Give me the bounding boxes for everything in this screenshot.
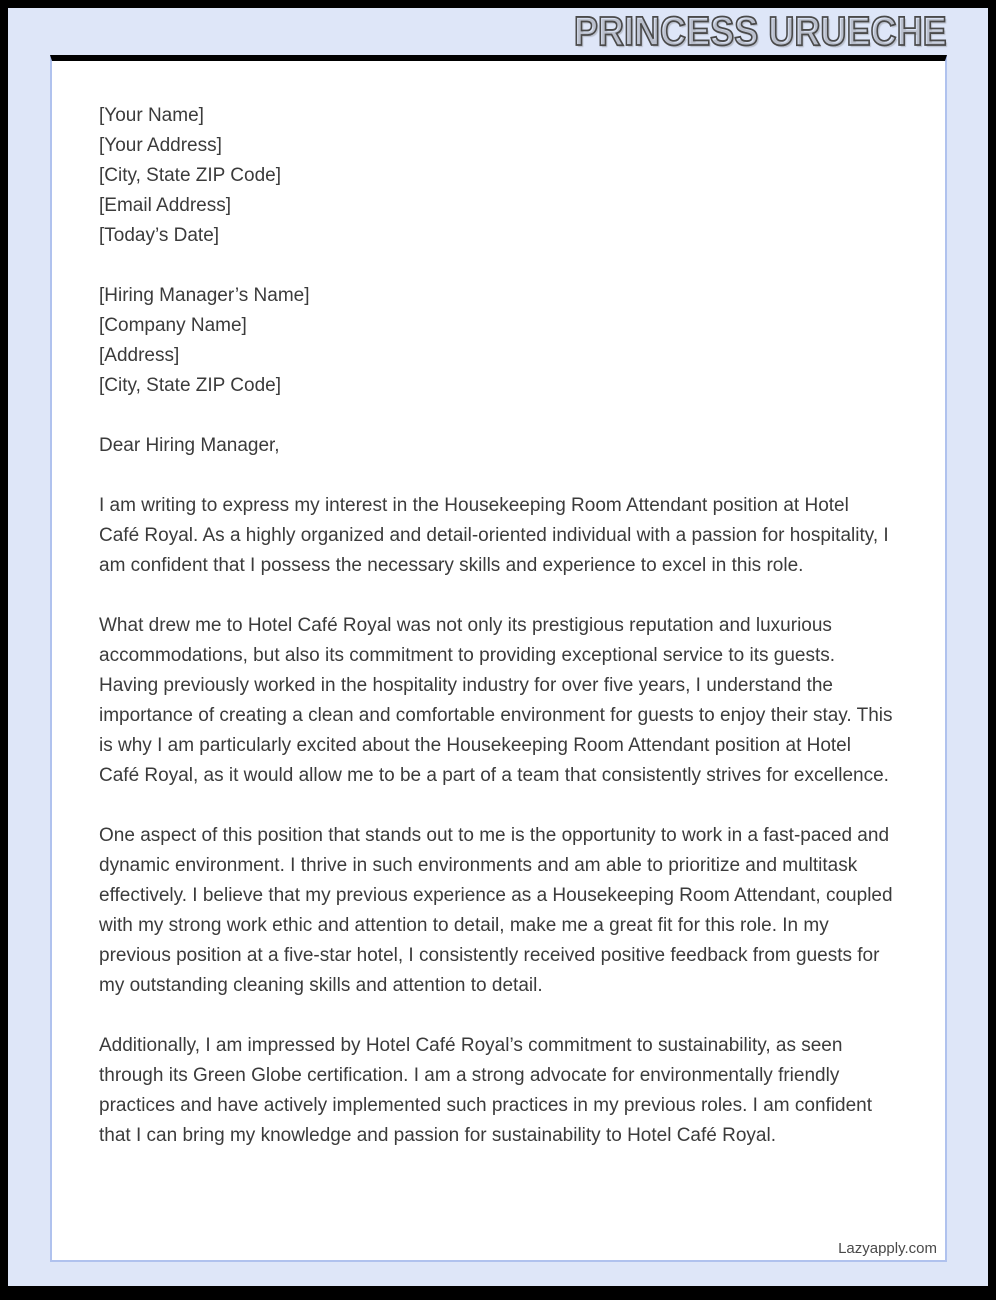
sender-date-line: [Today’s Date]	[99, 225, 220, 246]
recipient-name-line: [Hiring Manager’s Name]	[99, 285, 310, 306]
watermark-lazyapply: Lazyapply.com	[838, 1240, 937, 1257]
recipient-address-block	[99, 281, 893, 401]
letter-paragraph: One aspect of this position that stands out to me is the opportunity to work in a fast-paced and dynamic environment. I thrive in such environments and am able to prioritize and multitask effectively. I believe that my previous experience as a Housekeeping Room Attendant, coupled with my strong work ethic and attention to detail, make me a great fit for this role. In my previous position at a five-star hotel, I consistently received positive feedback from guests for my outstanding cleaning skills and attention to detail.	[99, 825, 893, 996]
sender-name-line: [Your Name]	[99, 105, 204, 126]
letter-paragraph: Additionally, I am impressed by Hotel Café Royal’s commitment to sustainability, as seen through its Green Globe certification. I am a strong advocate for environmentally friendly practices and have actively implemented such practices in my previous roles. I am confident that I can bring my knowledge and passion for sustainability to Hotel Café Royal.	[99, 1035, 873, 1146]
page-title: PRINCESS URUECHE	[574, 8, 947, 54]
sender-address-line: [Your Address]	[99, 135, 222, 156]
sender-email-line: [Email Address]	[99, 195, 231, 216]
sender-city-line: [City, State ZIP Code]	[99, 165, 281, 186]
page-header	[50, 8, 947, 55]
recipient-company-line: [Company Name]	[99, 315, 247, 336]
letter-paragraph: I am writing to express my interest in the Housekeeping Room Attendant position at Hotel Café Royal. As a highly organized and detail-oriented individual with a passion for hospitality, I am confident that I possess the necessary skills and experience to excel in this role.	[99, 495, 889, 576]
sender-address-block	[99, 101, 893, 251]
letter-paragraph: What drew me to Hotel Café Royal was not only its prestigious reputation and luxurious accommodations, but also its commitment to providing exceptional service to its guests. Having previously worked in the hospitality industry for over five years, I understand the importance of creating a clean and comfortable environment for guests to enjoy their stay. This is why I am particularly excited about the Housekeeping Room Attendant position at Hotel Café Royal, as it would allow me to be a part of a team that consistently strives for excellence.	[99, 615, 893, 786]
salutation: Dear Hiring Manager,	[99, 435, 280, 456]
recipient-address-line: [Address]	[99, 345, 180, 366]
recipient-city-line: [City, State ZIP Code]	[99, 375, 281, 396]
cover-letter-document	[50, 55, 947, 1262]
